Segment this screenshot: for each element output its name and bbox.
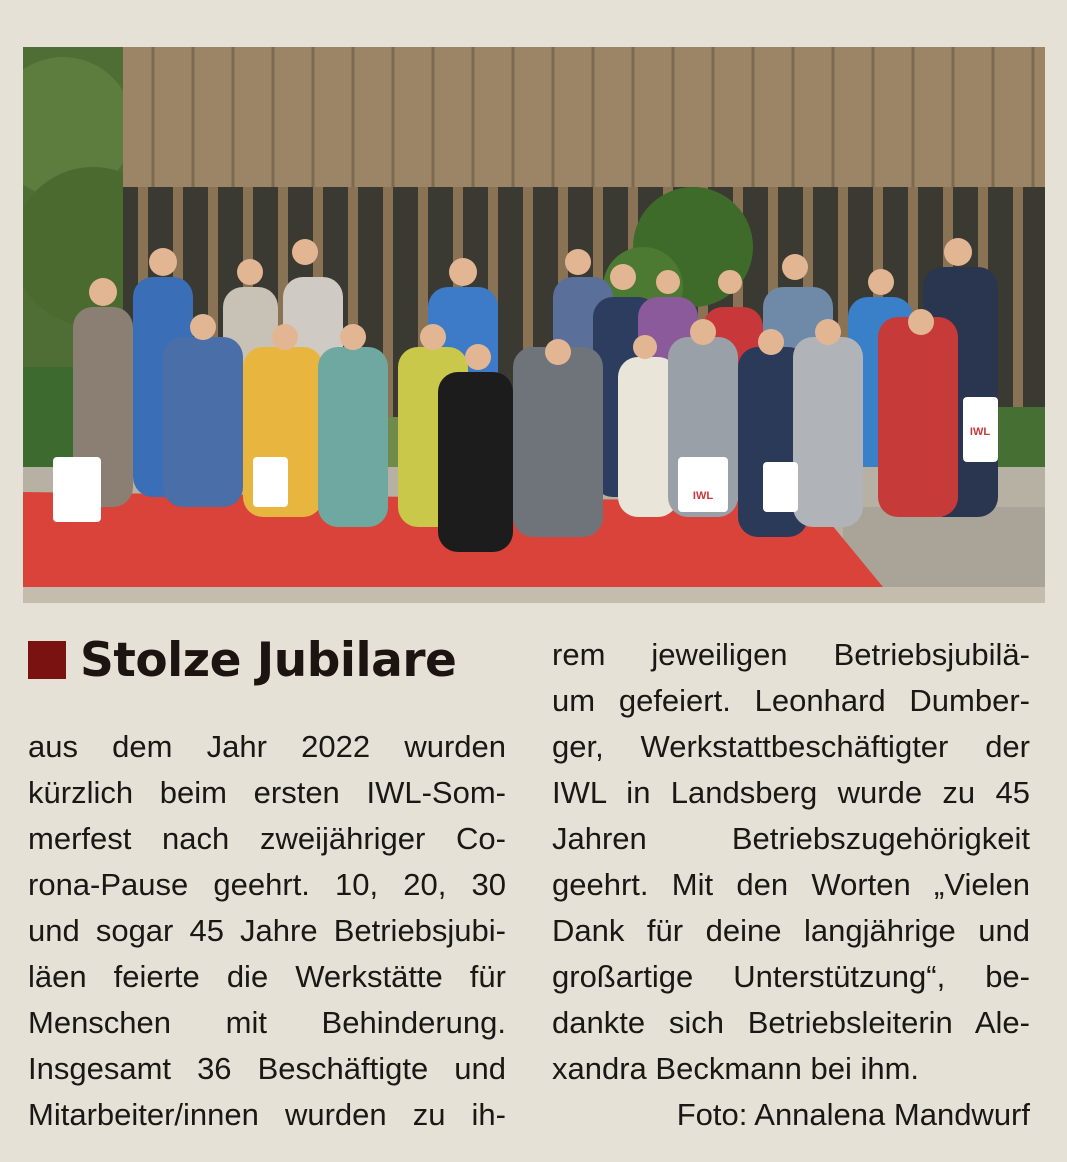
text-line: merfest nach zweijähriger Co- <box>28 821 506 856</box>
bag-logo: IWL <box>692 490 714 502</box>
headline-block <box>28 628 528 692</box>
text-line: aus dem Jahr 2022 wurden <box>28 729 506 764</box>
headline-square-marker <box>28 641 66 679</box>
text-line: geehrt. Mit den Worten „Vielen <box>552 867 1030 902</box>
text-line: Jahren Betriebszugehörigkeit <box>552 821 1030 856</box>
text-line: Mitarbeiter/innen wurden zu ih- <box>28 1097 506 1132</box>
text-line: rona-Pause geehrt. 10, 20, 30 <box>28 867 506 902</box>
text-line: kürzlich beim ersten IWL-Som- <box>28 775 506 810</box>
text-line: rem jeweiligen Betriebsjubilä- <box>552 637 1030 672</box>
bag-logo: IWL <box>969 426 991 438</box>
group-photo <box>23 47 1045 603</box>
text-line: ger, Werkstattbeschäftigter der <box>552 729 1030 764</box>
headline: Stolze Jubilare <box>80 632 457 688</box>
photo-credit: Foto: Annalena Mandwurf <box>676 1097 1030 1132</box>
text-line: und sogar 45 Jahre Betriebsjubi- <box>28 913 506 948</box>
text-line: um gefeiert. Leonhard Dumber- <box>552 683 1030 718</box>
text-line: Menschen mit Behinderung. <box>28 1005 506 1040</box>
text-line: Insgesamt 36 Beschäftigte und <box>28 1051 506 1086</box>
article-column-right <box>552 632 1030 1138</box>
text-line: läen feierte die Werkstätte für <box>28 959 506 994</box>
text-line: IWL in Landsberg wurde zu 45 <box>552 775 1030 810</box>
text-line: dankte sich Betriebsleiterin Ale- <box>552 1005 1030 1040</box>
text-line: xandra Beckmann bei ihm. <box>552 1051 920 1086</box>
text-line: Dank für deine langjährige und <box>552 913 1030 948</box>
group-photo-illustration <box>23 47 1045 603</box>
text-line: großartige Unterstützung“, be- <box>552 959 1030 994</box>
article-column-left <box>28 724 506 1138</box>
